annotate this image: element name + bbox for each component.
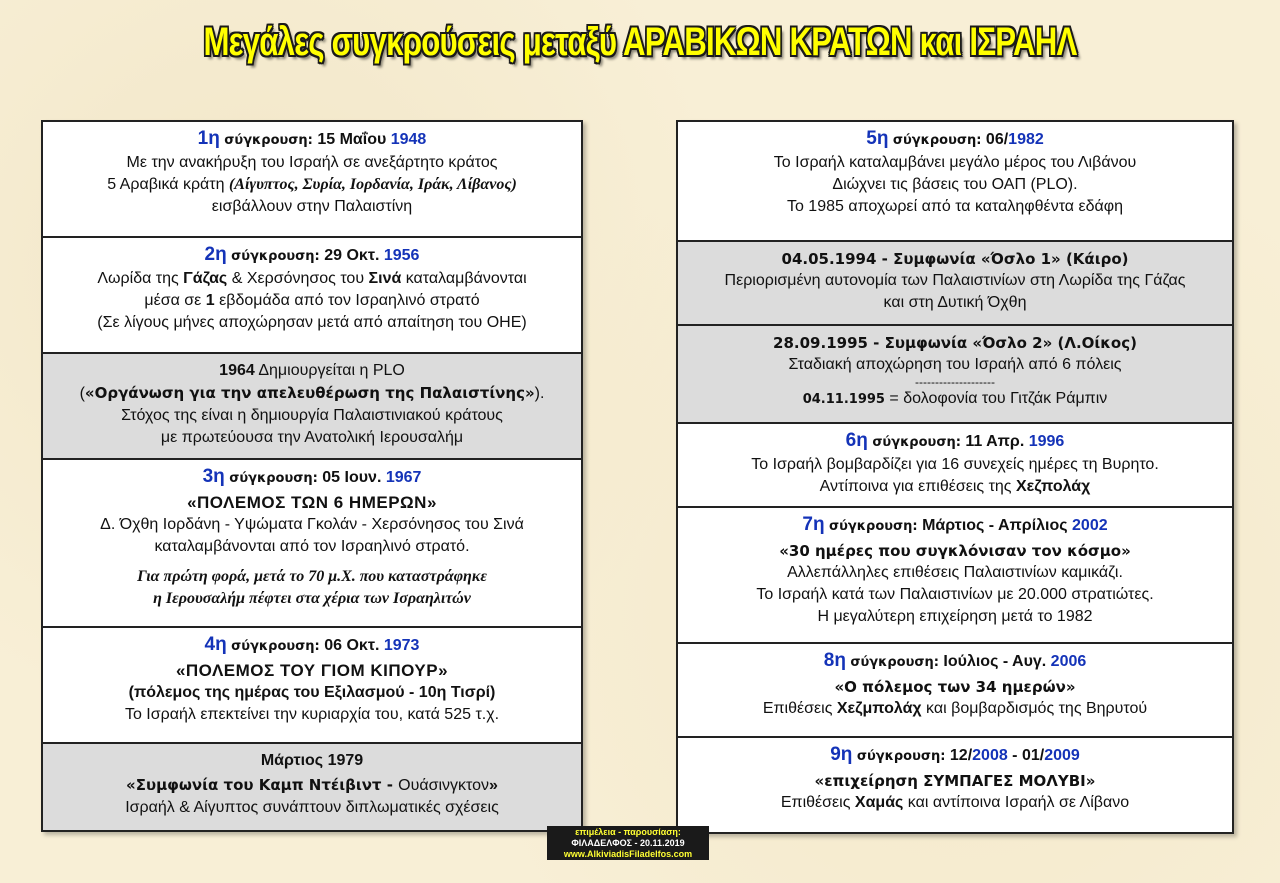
conflict-4-line3: Το Ισραήλ επεκτείνει την κυριαρχία του, κατά 525 τ.χ. [124, 706, 500, 723]
oslo-1-line2: και στη Δυτική Όχθη [883, 294, 1027, 311]
conflict-2-line2: μέσα σε 1 εβδομάδα από τον Ισραηλινό στρατό [144, 292, 480, 309]
conflict-4-line1: «ΠΟΛΕΜΟΣ ΤΟΥ ΓΙΟΜ ΚΙΠΟΥΡ» [175, 661, 449, 680]
conflict-1-line1: Με την ανακήρυξη του Ισραήλ σε ανεξάρτητο κράτος [126, 154, 498, 171]
page-title: Μεγάλες συγκρούσεις μεταξύ ΑΡΑΒΙΚΩΝ ΚΡΑΤΩΝ και ΙΣΡΑΗΛ [203, 20, 1077, 64]
oslo-1-line1: Περιορισμένη αυτονομία των Παλαιστινίων στη Λωρίδα της Γάζας [724, 272, 1186, 289]
conflict-7-line1: «30 ημέρες που συγκλόνισαν τον κόσμο» [779, 542, 1131, 560]
right-column [676, 120, 1234, 834]
conflict-5-line3: Το 1985 αποχωρεί από τα καταληφθέντα εδάφη [786, 198, 1124, 215]
conflict-5-line1: Το Ισραήλ καταλαμβάνει μεγάλο μέρος του Λιβάνου [773, 154, 1137, 171]
conflict-5-header: 5η σύγκρουση: 06/1982 [866, 128, 1044, 149]
conflict-7-header: 7η σύγκρουση: Μάρτιος - Απρίλιος 2002 [802, 514, 1108, 535]
conflict-9-box [678, 738, 1232, 832]
conflict-3-line4: Για πρώτη φορά, μετά το 70 μ.Χ. που καταστράφηκε [137, 568, 487, 585]
conflict-1-box [43, 122, 581, 238]
conflict-2-line1: Λωρίδα της Γάζας & Χερσόνησος του Σινά καταλαμβάνονται [97, 270, 527, 287]
camp-david-header: Μάρτιος 1979 [260, 752, 364, 769]
conflict-4-header: 4η σύγκρουση: 06 Οκτ. 1973 [204, 634, 420, 655]
conflict-1-line2: 5 Αραβικά κράτη (Αίγυπτος, Συρία, Ιορδανία, Ιράκ, Λίβανος) [107, 176, 517, 193]
conflict-8-line1: «Ο πόλεμος των 34 ημερών» [834, 678, 1076, 696]
conflict-1-header: 1η σύγκρουση: 15 Μαΐου 1948 [197, 128, 427, 149]
credit-line3: www.AlkiviadisFiladelfos.com [563, 849, 693, 859]
conflict-3-line3: καταλαμβάνονται από τον Ισραηλινό στρατό. [154, 538, 470, 555]
conflict-9-line2: Επιθέσεις Χαμάς και αντίποινα Ισραήλ σε Λίβανο [780, 794, 1130, 811]
conflict-8-line2: Επιθέσεις Χεζμπολάχ και βομβαρδισμός της Βηρυτού [762, 700, 1148, 717]
conflict-7-line3: Το Ισραήλ κατά των Παλαιστινίων με 20.000 στρατιώτες. [756, 586, 1154, 603]
conflict-5-box [678, 122, 1232, 242]
conflict-3-header: 3η σύγκρουση: 05 Ιουν. 1967 [202, 466, 422, 487]
left-column [41, 120, 583, 832]
oslo-2-line2: 04.11.1995 = δολοφονία του Γιτζάκ Ράμπιν [802, 390, 1108, 407]
plo-1964-line3: Στόχος της είναι η δημιουργία Παλαιστινιακού κράτους [121, 407, 503, 424]
conflict-8-header: 8η σύγκρουση: Ιούλιος - Αυγ. 2006 [823, 650, 1087, 671]
conflict-9-header: 9η σύγκρουση: 12/2008 - 01/2009 [830, 744, 1080, 765]
conflict-3-line1: «ΠΟΛΕΜΟΣ ΤΩΝ 6 ΗΜΕΡΩΝ» [187, 493, 437, 512]
conflict-2-header: 2η σύγκρουση: 29 Οκτ. 1956 [204, 244, 420, 265]
plo-1964-line1: 1964 Δημιουργείται η PLO [219, 362, 405, 379]
oslo-2-line1: Σταδιακή αποχώρηση του Ισραήλ από 6 πόλεις [788, 356, 1122, 373]
conflict-3-box [43, 460, 581, 628]
plo-1964-line4: με πρωτεύουσα την Ανατολική Ιερουσαλήμ [160, 429, 464, 446]
camp-david-line1: «Συμφωνία του Καμπ Ντέιβιντ - Ουάσινγκτον» [126, 776, 498, 794]
conflict-1-line3: εισβάλλουν στην Παλαιστίνη [211, 198, 413, 215]
conflict-7-box [678, 508, 1232, 644]
conflict-7-line4: Η μεγαλύτερη επιχείρηση μετά το 1982 [817, 608, 1093, 625]
plo-1964-box [43, 354, 581, 460]
oslo-1-box [678, 242, 1232, 326]
conflict-7-line2: Αλλεπάλληλες επιθέσεις Παλαιστινίων καμικάζι. [787, 564, 1123, 581]
conflict-8-box [678, 644, 1232, 738]
oslo-1-header: 04.05.1994 - Συμφωνία «Όσλο 1» (Κάιρο) [781, 250, 1129, 268]
camp-david-line2: Ισραήλ & Αίγυπτος συνάπτουν διπλωματικές σχέσεις [125, 799, 499, 816]
credit-badge [547, 826, 709, 860]
plo-1964-line2: («Οργάνωση για την απελευθέρωση της Παλαιστίνης»). [79, 384, 545, 402]
conflict-6-line1: Το Ισραήλ βομβαρδίζει για 16 συνεχείς ημέρες τη Βυρητο. [751, 456, 1159, 473]
conflict-3-line5: η Ιερουσαλήμ πέφτει στα χέρια των Ισραηλιτών [153, 590, 471, 607]
conflict-4-box [43, 628, 581, 744]
conflict-6-box [678, 424, 1232, 508]
conflict-3-line2: Δ. Όχθη Ιορδάνη - Υψώματα Γκολάν - Χερσόνησος του Σινά [100, 516, 524, 533]
credit-line1: επιμέλεια - παρουσίαση: [575, 827, 681, 837]
conflict-2-line3: (Σε λίγους μήνες αποχώρησαν μετά από απαίτηση του ΟΗΕ) [97, 314, 527, 331]
conflict-6-line2: Αντίποινα για επιθέσεις της Χεζπολάχ [819, 478, 1091, 495]
camp-david-box [43, 744, 581, 830]
conflict-4-line2: (πόλεμος της ημέρας του Εξιλασμού - 10η Τισρί) [128, 684, 496, 701]
oslo-2-header: 28.09.1995 - Συμφωνία «Όσλο 2» (Λ.Οίκος) [773, 334, 1137, 352]
credit-line2: ΦΙΛΑΔΕΛΦΟΣ - 20.11.2019 [571, 838, 685, 848]
conflict-6-header: 6η σύγκρουση: 11 Απρ. 1996 [845, 430, 1065, 451]
conflict-2-box [43, 238, 581, 354]
oslo-2-box [678, 326, 1232, 424]
conflict-9-line1: «επιχείρηση ΣΥΜΠΑΓΕΣ ΜΟΛΥΒΙ» [814, 772, 1096, 790]
conflict-5-line2: Διώχνει τις βάσεις του ΟΑΠ (PLO). [832, 176, 1078, 193]
oslo-2-separator: -------------------- [915, 375, 995, 389]
